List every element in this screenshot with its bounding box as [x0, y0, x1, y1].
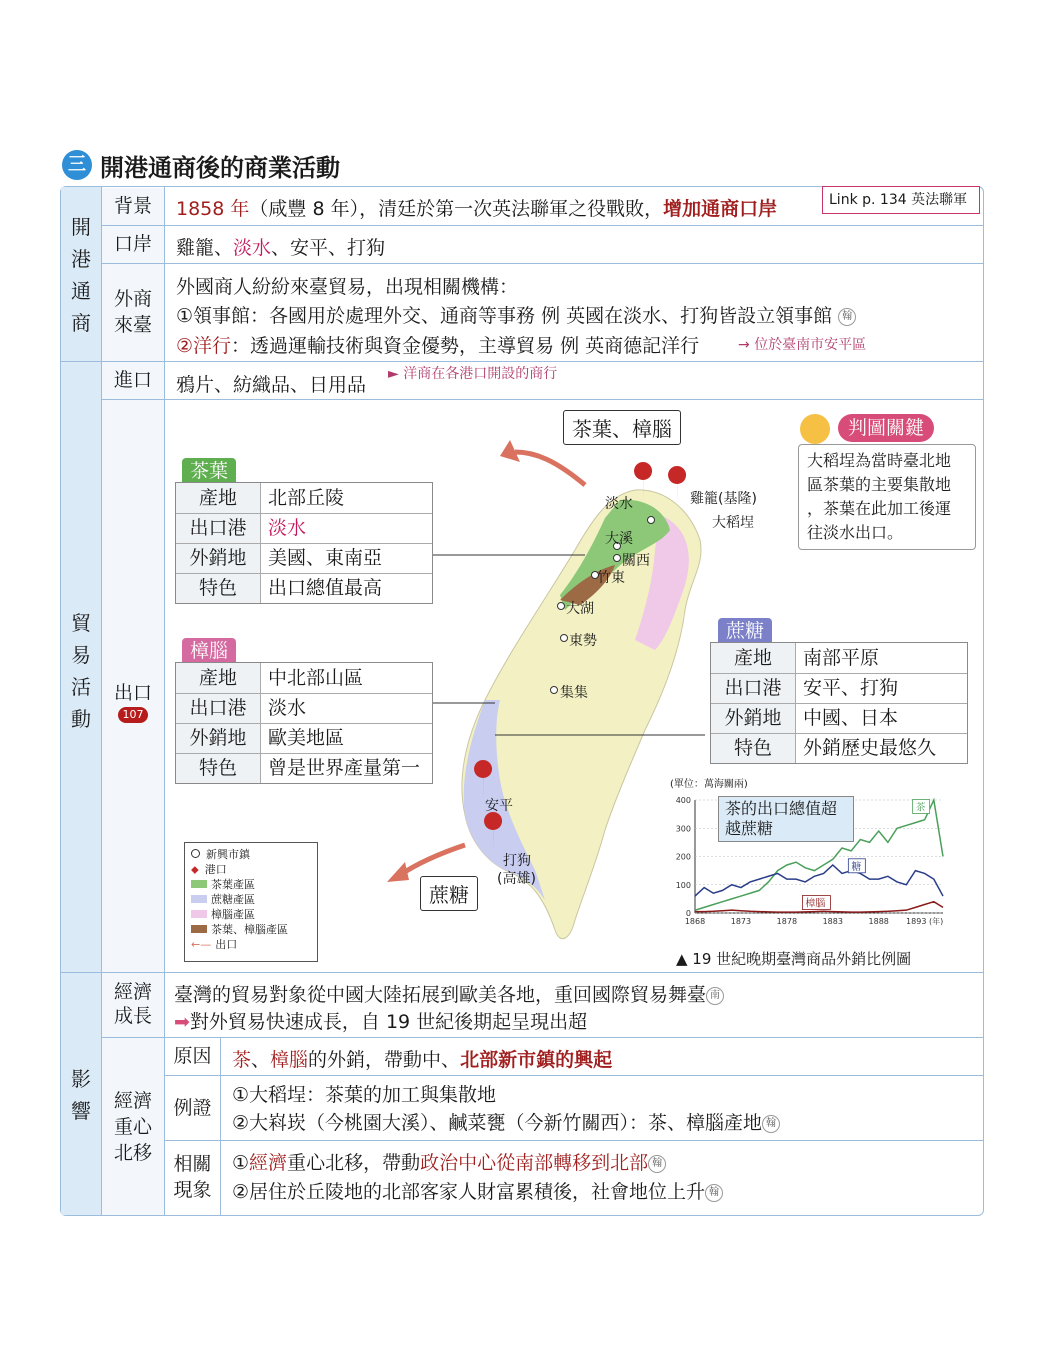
- key-line: ，茶葉在此加工後運: [807, 499, 952, 518]
- han-mark: 翰: [705, 1184, 723, 1202]
- label-line: 相關: [173, 1153, 212, 1175]
- han-mark: 翰: [838, 308, 856, 326]
- chart-unit: (單位：萬海關兩): [670, 779, 748, 790]
- info-key: 產地: [711, 643, 796, 673]
- ports-text: [176, 233, 385, 260]
- reason-tea: 茶: [232, 1049, 252, 1071]
- chart-x-tick-label: 1878: [776, 917, 798, 926]
- row-label-ports: 口岸: [102, 226, 164, 263]
- info-key: 產地: [176, 483, 261, 513]
- camphor-tag: 樟腦: [182, 638, 236, 664]
- hong-desc: ：透過運輸技術與資金優勢，主導貿易 例 英商德記洋行: [231, 335, 700, 357]
- example-text: ②大嵙崁（今桃園大溪）、鹹菜甕（今新竹關西）：茶、樟腦產地: [232, 1112, 763, 1134]
- info-sep: [176, 573, 432, 574]
- growth-line1: [174, 980, 724, 1007]
- note-anping: → 位於臺南市安平區: [738, 337, 867, 353]
- map-label-dadaocheng: 大稻埕: [712, 515, 754, 531]
- key-tag: 判圖關鍵: [838, 414, 934, 442]
- callout-sugar: 蔗糖: [420, 876, 478, 911]
- label-port-trade: 開 港 通 商: [71, 215, 91, 335]
- map-label-dongshi: 東勢: [569, 633, 597, 649]
- left-col-port: [61, 187, 101, 361]
- info-sep: [176, 543, 432, 544]
- label-line: 外商: [113, 288, 152, 310]
- sugar-table: [710, 642, 968, 764]
- label-trade-activity: 貿 易 活 動: [71, 611, 91, 731]
- background-text: [176, 194, 777, 221]
- label-line: 成長: [113, 1005, 152, 1027]
- row-label-merchants: [102, 264, 164, 361]
- info-value: 南部平原: [803, 647, 880, 669]
- info-value: 中國、日本: [803, 707, 899, 729]
- divider: [61, 972, 983, 973]
- consulate-text: ①領事館：各國用於處理外交、通商等事務 例 英國在淡水、打狗皆設立領事館: [176, 305, 833, 327]
- info-value: 歐美地區: [268, 727, 345, 749]
- info-value: 曾是世界產量第一: [268, 757, 421, 779]
- divider: [220, 1038, 221, 1215]
- chart-y-tick-label: 300: [675, 824, 691, 834]
- reason-text: 茶、樟腦的外銷，帶動中、北部新市鎮的興起: [232, 1049, 613, 1071]
- left-col-impact: [61, 973, 101, 1215]
- legend-item-export: ←— 出口: [191, 938, 238, 951]
- map-label-kaohsiung: (高雄): [497, 871, 536, 887]
- info-sep: [711, 703, 967, 704]
- map-label-zhudong: 竹東: [597, 570, 625, 586]
- info-row: [176, 723, 432, 753]
- label-line: 經濟: [113, 981, 152, 1003]
- key-line: 大稻埕為當時臺北地: [807, 451, 952, 470]
- map-label-jiji: 集集: [560, 685, 588, 701]
- link-reference[interactable]: Link p. 134 英法聯軍: [822, 186, 980, 214]
- row-label-background: 背景: [102, 188, 164, 225]
- key-box: [798, 444, 976, 550]
- reason-emphasis: 北部新市鎮的興起: [460, 1049, 613, 1071]
- legend-item-port: ⬥ 港口: [191, 863, 227, 876]
- divider: [61, 361, 983, 362]
- key-line: 區茶葉的主要集散地: [807, 475, 952, 494]
- year-1858: 1858 年: [176, 198, 250, 220]
- divider: [164, 1075, 983, 1076]
- related-em1: 經濟: [249, 1152, 288, 1174]
- background-emphasis: 增加通商口岸: [663, 198, 778, 220]
- chart-x-tick-label: 1883: [822, 917, 843, 926]
- import-text: 鴉片、紡織品、日用品: [176, 374, 367, 396]
- note-hang-text: 洋商在各港口開設的商行: [403, 366, 558, 382]
- map-label-dahu: 大湖: [566, 601, 594, 617]
- legend-item-town: 新興市鎮: [191, 847, 288, 862]
- chart-y-tick-label: 200: [675, 852, 691, 862]
- character-icon: [800, 414, 830, 444]
- chart-y-tick-label: 100: [675, 880, 691, 890]
- section-number-badge: 三: [62, 150, 92, 180]
- info-row: [176, 753, 432, 783]
- info-row: [176, 483, 432, 513]
- background-desc: （咸豐 8 年），清廷於第一次英法聯軍之役戰敗，: [249, 198, 664, 220]
- info-row: [176, 693, 432, 723]
- label-related: [165, 1141, 220, 1215]
- example-line1: ①大稻埕：茶葉的加工與集散地: [232, 1084, 497, 1106]
- info-row: [176, 513, 432, 543]
- info-sep: [176, 513, 432, 514]
- info-row: [711, 703, 967, 733]
- info-value: 安平、打狗: [803, 677, 899, 699]
- label-line: 來臺: [113, 314, 152, 336]
- divider: [102, 1037, 983, 1038]
- map-label-guanxi: 關西: [622, 553, 650, 569]
- info-value: 美國、東南亞: [268, 547, 383, 569]
- info-row: [176, 663, 432, 693]
- hong-term: ②洋行: [176, 335, 232, 357]
- related-text: ②居住於丘陵地的北部客家人財富累積後，社會地位上升: [232, 1181, 706, 1203]
- growth-line2: ➡對外貿易快速成長，自 19 世紀後期起呈現出超: [174, 1011, 588, 1033]
- info-row: [711, 643, 967, 673]
- legend-item-tea-camphor: 茶葉、樟腦產區: [191, 922, 288, 937]
- legend-item-sugar: 蔗糖產區: [191, 892, 288, 907]
- camphor-table: [175, 662, 433, 784]
- info-key: 特色: [176, 753, 261, 783]
- merchants-line3: [176, 331, 699, 358]
- ports-post: 、安平、打狗: [271, 237, 386, 259]
- related-line2: [232, 1177, 723, 1204]
- info-sep: [711, 673, 967, 674]
- map-label-dagou: 打狗: [503, 853, 531, 869]
- label-impact: 影 響: [71, 1067, 91, 1123]
- info-key: 外銷地: [176, 543, 261, 573]
- tea-table: [175, 482, 433, 604]
- chart-y-tick-label: 0: [685, 909, 691, 918]
- port-tamsui: 淡水: [233, 237, 272, 259]
- map-label-keelung: 雞籠(基隆): [690, 491, 757, 507]
- row-label-export: [102, 400, 164, 972]
- legend-item-tea: 茶葉產區: [191, 877, 288, 892]
- info-value: 北部丘陵: [268, 487, 345, 509]
- map-legend: [184, 842, 318, 962]
- sugar-tag: 蔗糖: [718, 618, 772, 644]
- legend-item-camphor: 樟腦產區: [191, 907, 288, 922]
- info-key: 出口港: [176, 513, 261, 543]
- chart-y-tick-label: 400: [675, 796, 691, 805]
- map-label-anping: 安平: [485, 798, 513, 814]
- info-key: 產地: [176, 663, 261, 693]
- han-mark: 翰: [648, 1155, 666, 1173]
- example-line2: [232, 1108, 780, 1135]
- row-label-shift: [102, 1038, 164, 1215]
- han-mark: 南: [706, 987, 724, 1005]
- info-key: 特色: [176, 573, 261, 603]
- divider: [102, 263, 983, 264]
- export-label: 出口: [113, 682, 152, 704]
- info-key: 出口港: [711, 673, 796, 703]
- info-sep: [176, 753, 432, 754]
- row-label-import: 進口: [102, 362, 164, 399]
- label-example: 例證: [173, 1097, 212, 1119]
- divider: [164, 1140, 983, 1141]
- chart-series-label: 樟腦: [805, 898, 826, 910]
- info-value: 外銷歷史最悠久: [803, 737, 937, 759]
- reason-camphor: 樟腦: [270, 1049, 309, 1071]
- chart-series-line-糖: [695, 865, 943, 896]
- chart-caption: ▲ 19 世紀晚期臺灣商品外銷比例圖: [676, 950, 912, 968]
- info-row: [711, 673, 967, 703]
- related-em2: 政治中心從南部轉移到北部: [420, 1152, 649, 1174]
- divider: [102, 225, 983, 226]
- ports-pre: 雞籠、: [176, 237, 234, 259]
- row-label-growth: [102, 973, 164, 1037]
- tea-tag: 茶葉: [182, 458, 236, 484]
- merchants-line2: [176, 301, 856, 328]
- key-text: [799, 445, 975, 549]
- label-line: 北移: [113, 1142, 152, 1164]
- chart-x-tick-label: 1868: [684, 917, 706, 926]
- page-badge: 107: [118, 707, 148, 723]
- info-sep: [711, 733, 967, 734]
- left-col-trade: [61, 362, 101, 972]
- label-line: 經濟: [113, 1090, 152, 1112]
- growth-text-2: 對外貿易快速成長，自 19 世紀後期起呈現出超: [189, 1011, 588, 1033]
- info-row: [176, 573, 432, 603]
- chart-series-label: 茶: [915, 802, 926, 814]
- info-sep: [176, 723, 432, 724]
- info-value: 出口總值最高: [268, 577, 383, 599]
- callout-tea-camphor: 茶葉、樟腦: [563, 410, 681, 445]
- chart-x-tick-label: 1888: [868, 917, 889, 926]
- label-line: 現象: [173, 1179, 212, 1201]
- info-key: 外銷地: [711, 703, 796, 733]
- growth-text: 臺灣的貿易對象從中國大陸拓展到歐美各地，重回國際貿易舞臺: [174, 984, 707, 1006]
- merchants-line1: 外國商人紛紛來臺貿易，出現相關機構：: [176, 276, 519, 298]
- label-line: 重心: [113, 1116, 152, 1138]
- chart-x-tick-label: 1893 (年): [906, 917, 944, 926]
- related-line1: ①經濟重心北移，帶動政治中心從南部轉移到北部 翰: [232, 1148, 666, 1175]
- section-title: 開港通商後的商業活動: [100, 154, 340, 182]
- map-label-tamsui: 淡水: [605, 496, 633, 512]
- key-line: 往淡水出口。: [807, 523, 904, 542]
- chart-annotation: 茶的出口總值超越蔗糖: [718, 796, 854, 842]
- info-row: [711, 733, 967, 763]
- info-value: 中北部山區: [268, 667, 364, 689]
- label-reason: 原因: [173, 1045, 212, 1067]
- info-key: 出口港: [176, 693, 261, 723]
- map-label-daxi: 大溪: [605, 531, 633, 547]
- han-mark: 翰: [762, 1115, 780, 1133]
- info-value: 淡水: [268, 517, 307, 539]
- chart-series-label: 糖: [851, 861, 862, 873]
- info-value: 淡水: [268, 697, 307, 719]
- chart-x-tick-label: 1873: [730, 917, 752, 926]
- info-key: 外銷地: [176, 723, 261, 753]
- info-key: 特色: [711, 733, 796, 763]
- note-anping-text: 位於臺南市安平區: [754, 337, 867, 353]
- info-row: [176, 543, 432, 573]
- info-sep: [176, 693, 432, 694]
- note-hang: ► 洋商在各港口開設的商行: [388, 366, 558, 382]
